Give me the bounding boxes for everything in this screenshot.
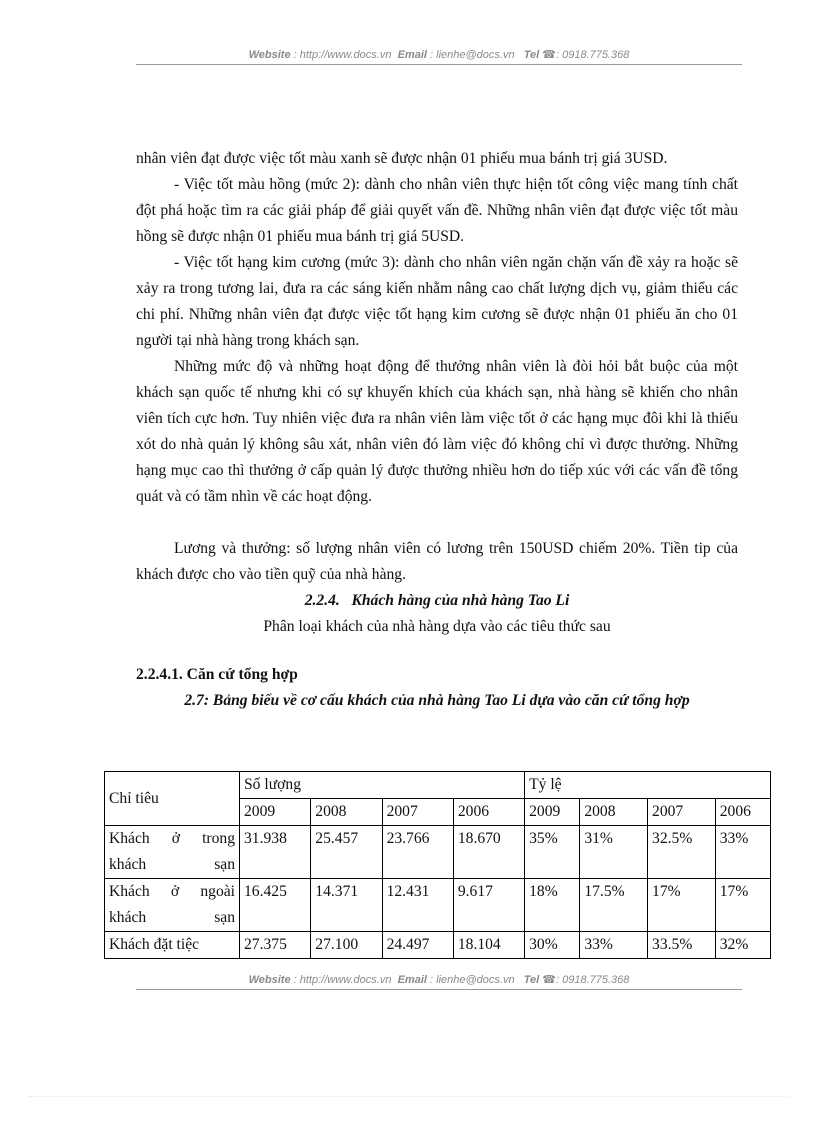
year-cell: 2009 (240, 799, 311, 826)
count-cell: 27.375 (240, 932, 311, 959)
year-cell: 2008 (311, 799, 382, 826)
count-cell: 23.766 (382, 826, 453, 879)
footer-email-label: Email (397, 974, 427, 986)
table-caption: 2.7: Bảng biểu về cơ cấu khách của nhà hàng Tao Li dựa vào căn cứ tổng hợp (184, 692, 690, 709)
header-email-label: Email (397, 49, 427, 61)
phone-icon: ☎ (542, 49, 556, 61)
row-label: Khách ở trong khách sạn (105, 826, 240, 879)
footer-tel-label: Tel (523, 974, 540, 986)
ratio-cell: 33% (715, 826, 770, 879)
ratio-cell: 31% (580, 826, 648, 879)
paragraph-4: Những mức độ và những hoạt động để thưởng nhân viên là đòi hỏi bắt buộc của một khách sạn quốc tế nhưng khi có sự khuyến khích của khách sạn, nhà hàng sẽ khiến cho nhân viên tích cực hơn. Tuy nhiên việc đưa ra nhân viên làm việc tốt ở các hạng mục đôi khi là thiếu xót do nhà quản lý không sâu xát, nhân viên đó làm việc đó không chỉ vì được thưởng. Những hạng mục cao thì thưởng ở cấp quản lý được thưởng nhiều hơn do tiếp xúc với các vấn đề tổng quát và có tầm nhìn về các hoạt động. (136, 358, 738, 505)
table-row (105, 826, 771, 879)
footer-website-label: Website (248, 974, 291, 986)
table-header-row (105, 772, 771, 799)
count-cell: 18.104 (453, 932, 524, 959)
paragraph-2: - Việc tốt màu hồng (mức 2): dành cho nhân viên thực hiện tốt công việc mang tính chất đột phá hoặc tìm ra các giải pháp để giải quyết vấn đề. Những nhân viên đạt được việc tốt màu hồng sẽ được nhận 01 phiếu mua bánh trị giá 5USD. (136, 176, 738, 245)
ratio-cell: 33% (580, 932, 648, 959)
page-bottom-divider (28, 1096, 788, 1097)
paragraph-3: - Việc tốt hạng kim cương (mức 3): dành cho nhân viên ngăn chặn vấn đề xảy ra hoặc sẽ xảy ra trong tương lai, đưa ra các sáng kiến nhằm nâng cao chất lượng dịch vụ, giảm thiểu các chi phí. Những nhân viên đạt được việc tốt hạng kim cương sẽ được nhận 01 phiếu ăn cho 01 người tại nhà hàng trong khách sạn. (136, 254, 738, 349)
ratio-cell: 32% (715, 932, 770, 959)
header-email-value: : lienhe@docs.vn (430, 49, 515, 61)
ratio-cell: 17.5% (580, 879, 648, 932)
year-cell: 2006 (715, 799, 770, 826)
ratio-cell: 32.5% (648, 826, 716, 879)
ratio-cell: 18% (525, 879, 580, 932)
year-cell: 2009 (525, 799, 580, 826)
header-website-label: Website (248, 49, 291, 61)
page-footer (136, 973, 742, 990)
footer-website-value: : http://www.docs.vn (293, 974, 392, 986)
subsection-title: 2.2.4.1. Căn cứ tổng hợp (136, 666, 298, 683)
row-label: Khách đặt tiệc (105, 932, 240, 959)
header-tel-label: Tel (523, 49, 540, 61)
count-cell: 14.371 (311, 879, 382, 932)
header-website-value: : http://www.docs.vn (293, 49, 392, 61)
phone-icon: ☎ (542, 974, 556, 986)
year-cell: 2008 (580, 799, 648, 826)
ratio-cell: 17% (648, 879, 716, 932)
paragraph-1: nhân viên đạt được việc tốt màu xanh sẽ được nhận 01 phiếu mua bánh trị giá 3USD. (136, 150, 668, 167)
footer-email-value: : lienhe@docs.vn (430, 974, 515, 986)
count-cell: 9.617 (453, 879, 524, 932)
row-label: Khách ở ngoài khách sạn (105, 879, 240, 932)
page-header (136, 48, 742, 65)
ratio-cell: 33.5% (648, 932, 716, 959)
year-cell: 2007 (648, 799, 716, 826)
header-cell-quantity: Số lượng (240, 772, 525, 799)
count-cell: 16.425 (240, 879, 311, 932)
paragraph-5: Lương và thưởng: số lượng nhân viên có lương trên 150USD chiếm 20%. Tiền tip của khách được cho vào tiền quỹ của nhà hàng. (136, 540, 738, 583)
count-cell: 27.100 (311, 932, 382, 959)
ratio-cell: 30% (525, 932, 580, 959)
footer-tel-value: : 0918.775.368 (556, 974, 630, 986)
count-cell: 24.497 (382, 932, 453, 959)
table-row (105, 932, 771, 959)
count-cell: 25.457 (311, 826, 382, 879)
year-cell: 2007 (382, 799, 453, 826)
ratio-cell: 17% (715, 879, 770, 932)
header-cell-criteria: Chỉ tiêu (105, 772, 240, 826)
table-row (105, 879, 771, 932)
customer-structure-table (104, 771, 771, 959)
section-subtitle: Phân loại khách của nhà hàng dựa vào các tiêu thức sau (263, 618, 611, 635)
count-cell: 31.938 (240, 826, 311, 879)
count-cell: 18.670 (453, 826, 524, 879)
document-body (136, 146, 738, 714)
ratio-cell: 35% (525, 826, 580, 879)
header-tel-value: : 0918.775.368 (556, 49, 630, 61)
year-cell: 2006 (453, 799, 524, 826)
count-cell: 12.431 (382, 879, 453, 932)
section-title: 2.2.4. Khách hàng của nhà hàng Tao Li (304, 592, 570, 609)
header-cell-ratio: Tỷ lệ (525, 772, 771, 799)
